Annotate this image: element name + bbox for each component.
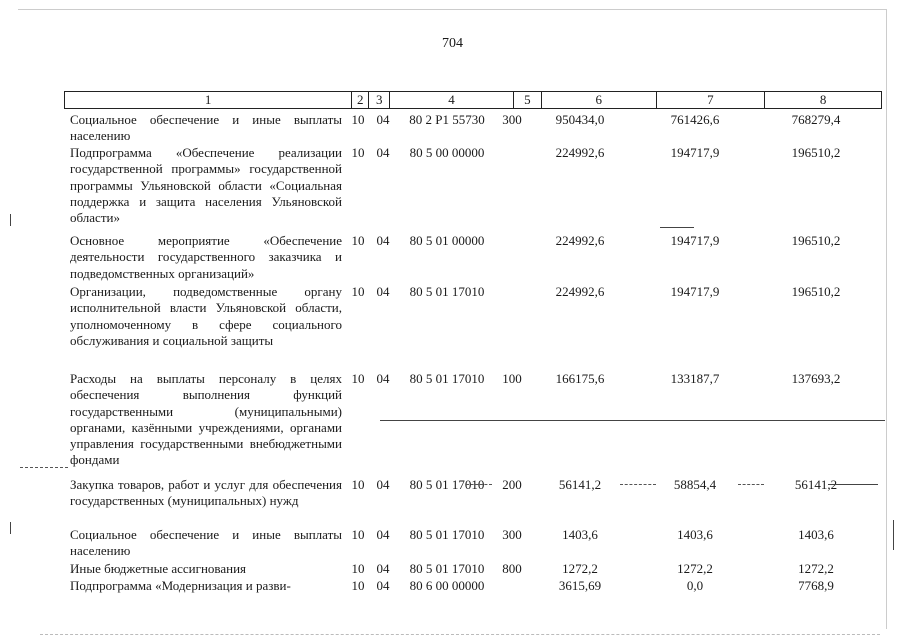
row-name-cell: Социальное обеспечение и иные выплаты населению [70,527,342,559]
scan-artifact-line [380,420,885,421]
row-name-cell: Основное мероприятие «Обеспечение деятельности государственного заказчика и подведомственных организаций» [70,233,342,281]
row-name-cell: Закупка товаров, работ и услуг для обеспечения государственных (муниципальных) нужд [70,477,342,509]
row-cell-col-8: 196510,2 [791,145,841,160]
row-cell-col-2: 10 [351,112,365,127]
header-col-8: 8 [819,92,827,107]
row-cell-col-3: 04 [376,578,390,593]
scan-artifact-line [620,484,656,485]
row-name-cell: Подпрограмма «Модернизация и разви- [70,578,291,593]
row-cell-col-7: 194717,9 [670,284,720,299]
row-cell-col-4: 80 5 01 17010 [409,371,485,386]
row-cell-col-8: 1403,6 [798,527,834,542]
row-cell-col-5: 300 [502,527,522,542]
row-cell-col-2: 10 [351,371,365,386]
scan-artifact-line [466,484,492,485]
row-cell-col-2: 10 [351,284,365,299]
row-cell-col-6: 950434,0 [555,112,605,127]
row-cell-col-7: 1272,2 [677,561,713,576]
row-cell-col-6: 166175,6 [555,371,605,386]
row-cell-col-3: 04 [376,233,390,248]
row-cell-col-2: 10 [351,233,365,248]
scan-border-top [18,9,886,10]
row-name-cell: Иные бюджетные ассигнования [70,561,247,576]
row-cell-col-6: 224992,6 [555,284,605,299]
row-cell-col-4: 80 5 01 00000 [409,233,485,248]
scan-artifact-line [828,484,878,485]
row-cell-col-7: 194717,9 [670,233,720,248]
row-cell-col-4: 80 5 00 00000 [409,145,485,160]
row-cell-col-8: 1272,2 [798,561,834,576]
scan-artifact-line [660,227,694,228]
header-col-4: 4 [390,92,514,108]
header-col-5: 5 [514,92,542,108]
row-cell-col-6: 56141,2 [558,477,602,492]
page-number: 704 [442,36,463,51]
row-cell-col-4: 80 5 01 17010 [409,284,485,299]
scan-artifact-line [738,484,764,485]
row-cell-col-7: 58854,4 [673,477,717,492]
scan-artifact-mark [10,214,11,226]
row-cell-col-8: 137693,2 [791,371,841,386]
row-cell-col-5: 100 [502,371,522,386]
row-cell-col-6: 1272,2 [562,561,598,576]
row-cell-col-5: 200 [502,477,522,492]
row-cell-col-2: 10 [351,145,365,160]
row-cell-col-4: 80 5 01 17010 [409,561,485,576]
row-cell-col-5: 300 [502,112,522,127]
scan-border-right [886,9,887,629]
row-name-cell: Социальное обеспечение и иные выплаты населению [70,112,342,144]
row-cell-col-2: 10 [351,527,365,542]
row-cell-col-8: 196510,2 [791,233,841,248]
header-col-6: 6 [542,92,657,108]
row-cell-col-7: 0,0 [686,578,704,593]
row-cell-col-6: 224992,6 [555,145,605,160]
row-cell-col-7: 194717,9 [670,145,720,160]
row-cell-col-3: 04 [376,561,390,576]
row-name-cell: Организации, подведомственные органу исполнительной власти Ульяновской области, уполномоченному в сфере социального обслуживания и социальной защиты [70,284,342,348]
scan-artifact-mark [893,520,894,550]
row-cell-col-5: 800 [502,561,522,576]
row-name-cell: Подпрограмма «Обеспечение реализации государственной программы» государственной программы Ульяновской области «Социальная поддержка и защита населения Ульяновской области» [70,145,342,226]
row-cell-col-8: 56141,2 [794,477,838,492]
row-cell-col-3: 04 [376,145,390,160]
header-col-7: 7 [657,92,766,108]
row-cell-col-3: 04 [376,284,390,299]
row-cell-col-3: 04 [376,527,390,542]
table-header [64,91,882,109]
row-cell-col-8: 768279,4 [791,112,841,127]
row-cell-col-2: 10 [351,578,365,593]
row-cell-col-3: 04 [376,477,390,492]
scan-artifact-line [20,467,68,468]
header-col-1: 1 [65,92,352,108]
row-cell-col-7: 1403,6 [677,527,713,542]
scan-artifact-mark [10,522,11,534]
header-col-3: 3 [369,92,390,108]
row-cell-col-8: 7768,9 [798,578,834,593]
header-col-2: 2 [352,92,369,108]
row-cell-col-3: 04 [376,371,390,386]
row-cell-col-2: 10 [351,561,365,576]
row-cell-col-6: 224992,6 [555,233,605,248]
row-cell-col-7: 761426,6 [670,112,720,127]
row-name-cell: Расходы на выплаты персоналу в целях обеспечения выполнения функций государственными (муниципальными) органами, казёнными учреждениями, органами управления государственными внебюджетными фондами [70,371,342,468]
row-cell-col-4: 80 5 01 17010 [409,527,485,542]
row-cell-col-8: 196510,2 [791,284,841,299]
row-cell-col-4: 80 5 01 17010 [409,477,485,492]
row-cell-col-6: 1403,6 [562,527,598,542]
row-cell-col-6: 3615,69 [558,578,602,593]
row-cell-col-4: 80 2 P1 55730 [409,112,485,127]
row-cell-col-2: 10 [351,477,365,492]
scan-artifact-line [40,634,880,635]
row-cell-col-4: 80 6 00 00000 [409,578,485,593]
row-cell-col-7: 133187,7 [670,371,720,386]
row-cell-col-3: 04 [376,112,390,127]
